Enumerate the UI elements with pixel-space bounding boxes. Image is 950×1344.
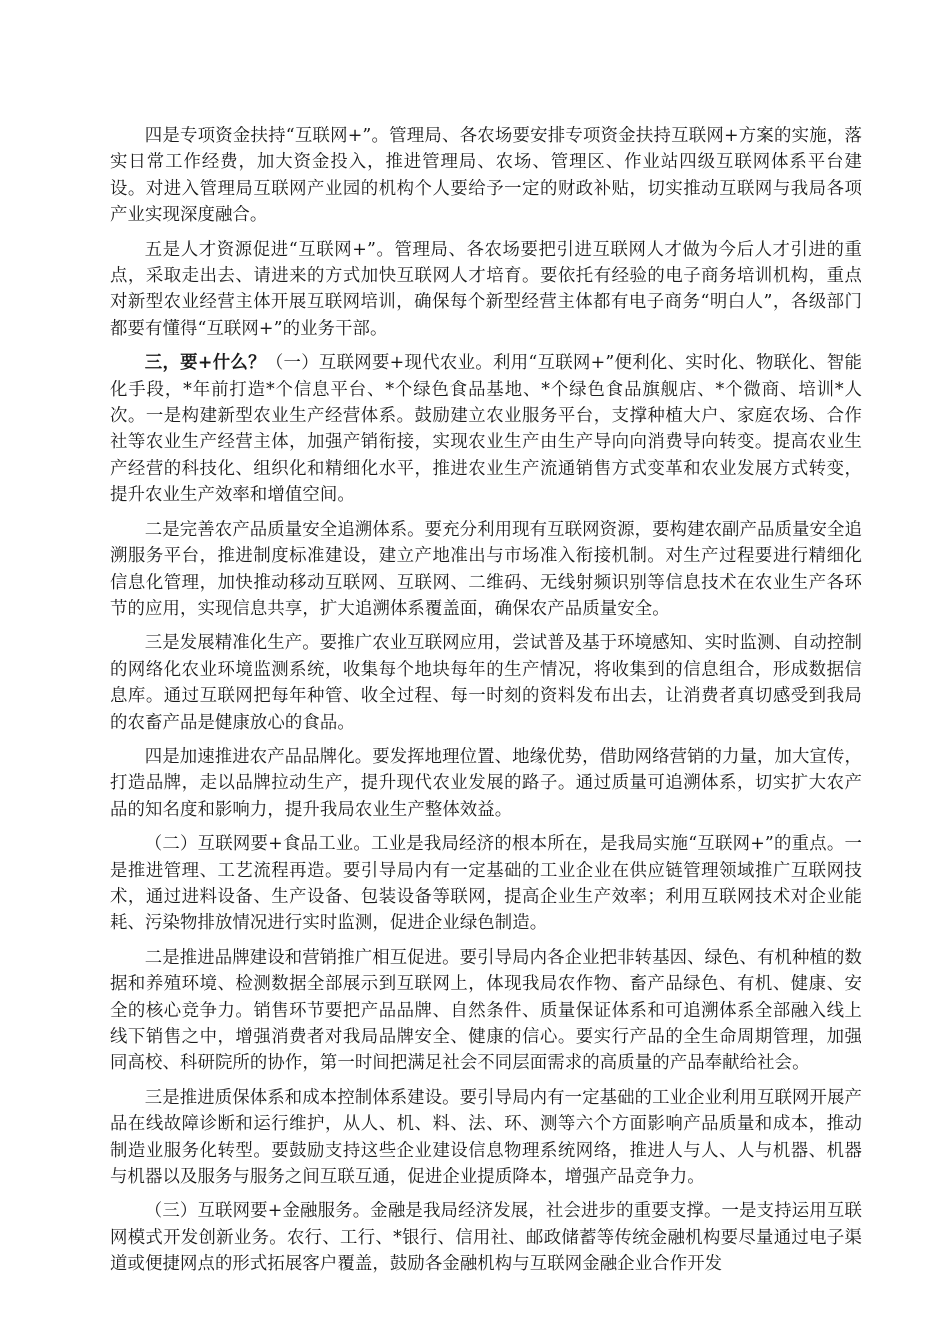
paragraph-text: 三是推进质保体系和成本控制体系建设。要引导局内有一定基础的工业企业利用互联网开展产品在线故障诊断和运行维护，从人、机、料、法、环、测等六个方面影响产品质量和成本，推动制造业服务化转型。要鼓励支持这些企业建设信息物理系统网络，推进人与人、人与机器、机器与机器以及服务与服务之间互联互通，促进企业提质降本，增强产品竞争力。 bbox=[110, 1087, 862, 1188]
paragraph-quality-cost bbox=[110, 1085, 862, 1191]
document-page bbox=[110, 123, 862, 1286]
paragraph-text: 五是人才资源促进“互联网+”。管理局、各农场要把引进互联网人才做为今后人才引进的重点，采取走出去、请进来的方式加快互联网人才培育。要依托有经验的电子商务培训机构，重点对新型农业经营主体开展互联网培训，确保每个新型经营主体都有电子商务“明白人”，各级部门都要有懂得“互联网+”的业务干部。 bbox=[110, 239, 862, 339]
paragraph-food-industry bbox=[110, 831, 862, 937]
paragraph-precision-production bbox=[110, 630, 862, 736]
paragraph-talent-resources bbox=[110, 237, 862, 343]
paragraph-text: （一）互联网要+现代农业。利用“互联网+”便利化、实时化、物联化、智能化手段，*年前打造*个信息平台、*个绿色食品基地、*个绿色食品旗舰店、*个微商、培训*人次。一是构建新型农业生产经营体系。鼓励建立农业服务平台，支撑种植大户、家庭农场、合作社等农业生产经营主体，加强产销衔接，实现农业生产由生产导向向消费导向转变。提高农业生产经营的科技化、组织化和精细化水平，推进农业生产流通销售方式变革和农业发展方式转变，提升农业生产效率和增值空间。 bbox=[110, 353, 862, 506]
paragraph-text: 二是推进品牌建设和营销推广相互促进。要引导局内各企业把非转基因、绿色、有机种植的数据和养殖环境、检测数据全部展示到互联网上，体现我局农作物、畜产品绿色、有机、健康、安全的核心竞争力。销售环节要把产品品牌、自然条件、质量保证体系和可追溯体系全部融入线上线下销售之中，增强消费者对我局品牌安全、健康的信心。要实行产品的全生命周期管理，加强同高校、科研院所的协作，第一时间把满足社会不同层面需求的高质量的产品奉献给社会。 bbox=[110, 947, 862, 1074]
paragraph-text: （二）互联网要+食品工业。工业是我局经济的根本所在，是我局实施“互联网+”的重点。一是推进管理、工艺流程再造。要引导局内有一定基础的工业企业在供应链管理领域推广互联网技术，通过进料设备、生产设备、包装设备等联网，提高企业生产效率；利用互联网技术对企业能耗、污染物排放情况进行实时监测，促进企业绿色制造。 bbox=[110, 834, 862, 934]
paragraph-special-funds bbox=[110, 123, 862, 229]
section-heading: 三，要+什么？ bbox=[144, 353, 266, 374]
paragraph-section-three bbox=[110, 350, 862, 508]
paragraph-text: （三）互联网要+金融服务。金融是我局经济发展，社会进步的重要支撑。一是支持运用互联网模式开发创新业务。农行、工行、*银行、信用社、邮政储蓄等传统金融机构要尽量通过电子渠道或便捷网点的形式拓展客户覆盖，鼓励各金融机构与互联网金融企业合作开发 bbox=[110, 1201, 862, 1275]
paragraph-text: 四是加速推进农产品品牌化。要发挥地理位置、地缘优势，借助网络营销的力量，加大宣传，打造品牌，走以品牌拉动生产，提升现代农业发展的路子。通过质量可追溯体系，切实扩大农产品的知名度和影响力，提升我局农业生产整体效益。 bbox=[110, 746, 862, 820]
paragraph-text: 二是完善农产品质量安全追溯体系。要充分利用现有互联网资源，要构建农副产品质量安全追溯服务平台，推进制度标准建设，建立产地准出与市场准入衔接机制。对生产过程要进行精细化信息化管理，加快推动移动互联网、互联网、二维码、无线射频识别等信息技术在农业生产各环节的应用，实现信息共享，扩大追溯体系覆盖面，确保农产品质量安全。 bbox=[110, 519, 862, 619]
paragraph-text: 四是专项资金扶持“互联网+”。管理局、各农场要安排专项资金扶持互联网+方案的实施，落实日常工作经费，加大资金投入，推进管理局、农场、管理区、作业站四级互联网体系平台建设。对进入管理局互联网产业园的机构个人要给予一定的财政补贴，切实推动互联网与我局各项产业实现深度融合。 bbox=[110, 126, 862, 226]
paragraph-brand-marketing bbox=[110, 945, 862, 1077]
paragraph-financial-services bbox=[110, 1198, 862, 1277]
paragraph-text: 三是发展精准化生产。要推广农业互联网应用，尝试普及基于环境感知、实时监测、自动控制的网络化农业环境监测系统，收集每个地块每年的生产情况，将收集到的信息组合，形成数据信息库。通过互联网把每年种管、收全过程、每一时刻的资料发布出去，让消费者真切感受到我局的农畜产品是健康放心的食品。 bbox=[110, 633, 862, 733]
paragraph-traceability bbox=[110, 517, 862, 623]
paragraph-branding bbox=[110, 744, 862, 823]
